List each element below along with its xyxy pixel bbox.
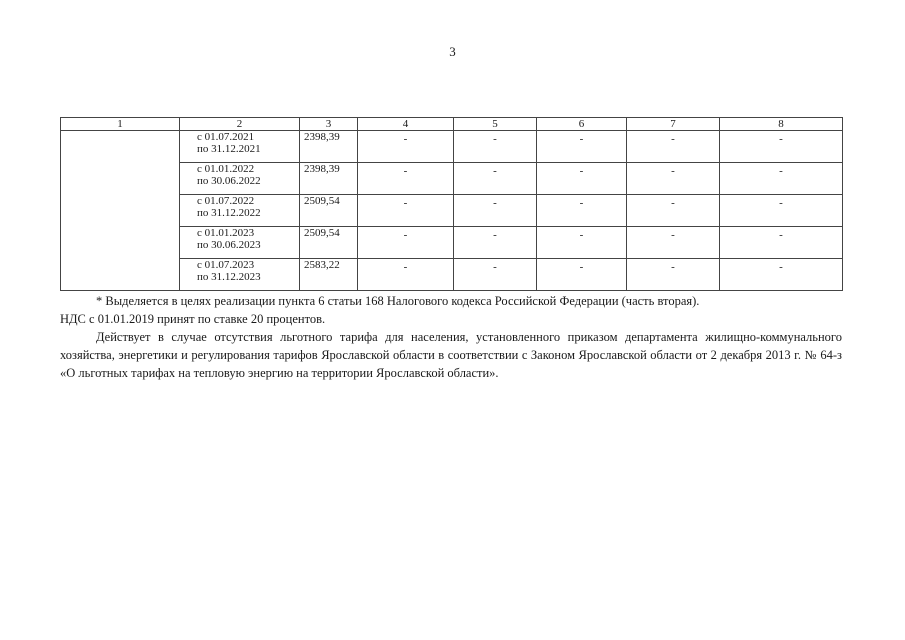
header-row [61,118,843,131]
empty-value-cell: - [358,259,454,291]
period-cell [180,131,300,163]
period-cell [180,259,300,291]
effective-note: Действует в случае отсутствия льготного тарифа для населения, установленного приказом департамента жилищно-коммунального хозяйства, энергетики и регулирования тарифов Ярославской области в соответствии с Законом Ярославской области от 2 декабря 2013 г. № 64-з «О льготных тарифах на тепловую энергию на территории Ярославской области». [60,330,842,380]
period-to: по 30.06.2023 [197,239,261,251]
notes [60,292,842,382]
tariff-table [60,117,843,291]
empty-value-cell: - [627,131,720,163]
col-header: 8 [720,118,843,131]
col-header: 7 [627,118,720,131]
col-header: 4 [358,118,454,131]
empty-value-cell: - [454,227,537,259]
empty-value-cell: - [720,227,843,259]
period-to: по 31.12.2021 [197,143,261,155]
empty-value-cell: - [358,163,454,195]
period-from: с 01.07.2021 [197,131,255,143]
col-header: 3 [300,118,358,131]
col-header: 5 [454,118,537,131]
col-header: 1 [61,118,180,131]
empty-value-cell: - [454,163,537,195]
empty-value-cell: - [627,227,720,259]
empty-value-cell: - [627,259,720,291]
vat-rate-note: НДС с 01.01.2019 принят по ставке 20 процентов. [60,312,326,326]
empty-value-cell: - [537,195,627,227]
tariff-value-cell: 2398,39 [300,163,358,195]
period-to: по 30.06.2022 [197,175,261,187]
empty-value-cell: - [627,163,720,195]
period-to: по 31.12.2022 [197,207,261,219]
empty-value-cell: - [537,227,627,259]
period-from: с 01.01.2023 [197,227,255,239]
empty-value-cell: - [537,131,627,163]
period-to: по 31.12.2023 [197,271,261,283]
tariff-value-cell: 2509,54 [300,227,358,259]
period-cell [180,227,300,259]
col-header: 6 [537,118,627,131]
empty-value-cell: - [537,259,627,291]
tariff-value-cell: 2509,54 [300,195,358,227]
empty-value-cell: - [537,163,627,195]
table-row [61,131,843,163]
empty-value-cell: - [627,195,720,227]
empty-value-cell: - [454,259,537,291]
empty-value-cell: - [454,131,537,163]
page-number: 3 [449,44,456,59]
tariff-value-cell: 2398,39 [300,131,358,163]
empty-value-cell: - [358,227,454,259]
period-from: с 01.07.2022 [197,195,255,207]
col-header: 2 [180,118,300,131]
period-cell [180,163,300,195]
empty-value-cell: - [720,195,843,227]
empty-value-cell: - [454,195,537,227]
empty-value-cell: - [358,195,454,227]
tariff-value-cell: 2583,22 [300,259,358,291]
period-from: с 01.07.2023 [197,259,255,271]
empty-value-cell: - [720,163,843,195]
vat-note: * Выделяется в целях реализации пункта 6 статьи 168 Налогового кодекса Российской Федерации (часть вторая). [96,294,700,308]
empty-value-cell: - [720,259,843,291]
empty-value-cell: - [358,131,454,163]
merged-first-cell [61,131,180,291]
period-cell [180,195,300,227]
empty-value-cell: - [720,131,843,163]
period-from: с 01.01.2022 [197,163,255,175]
